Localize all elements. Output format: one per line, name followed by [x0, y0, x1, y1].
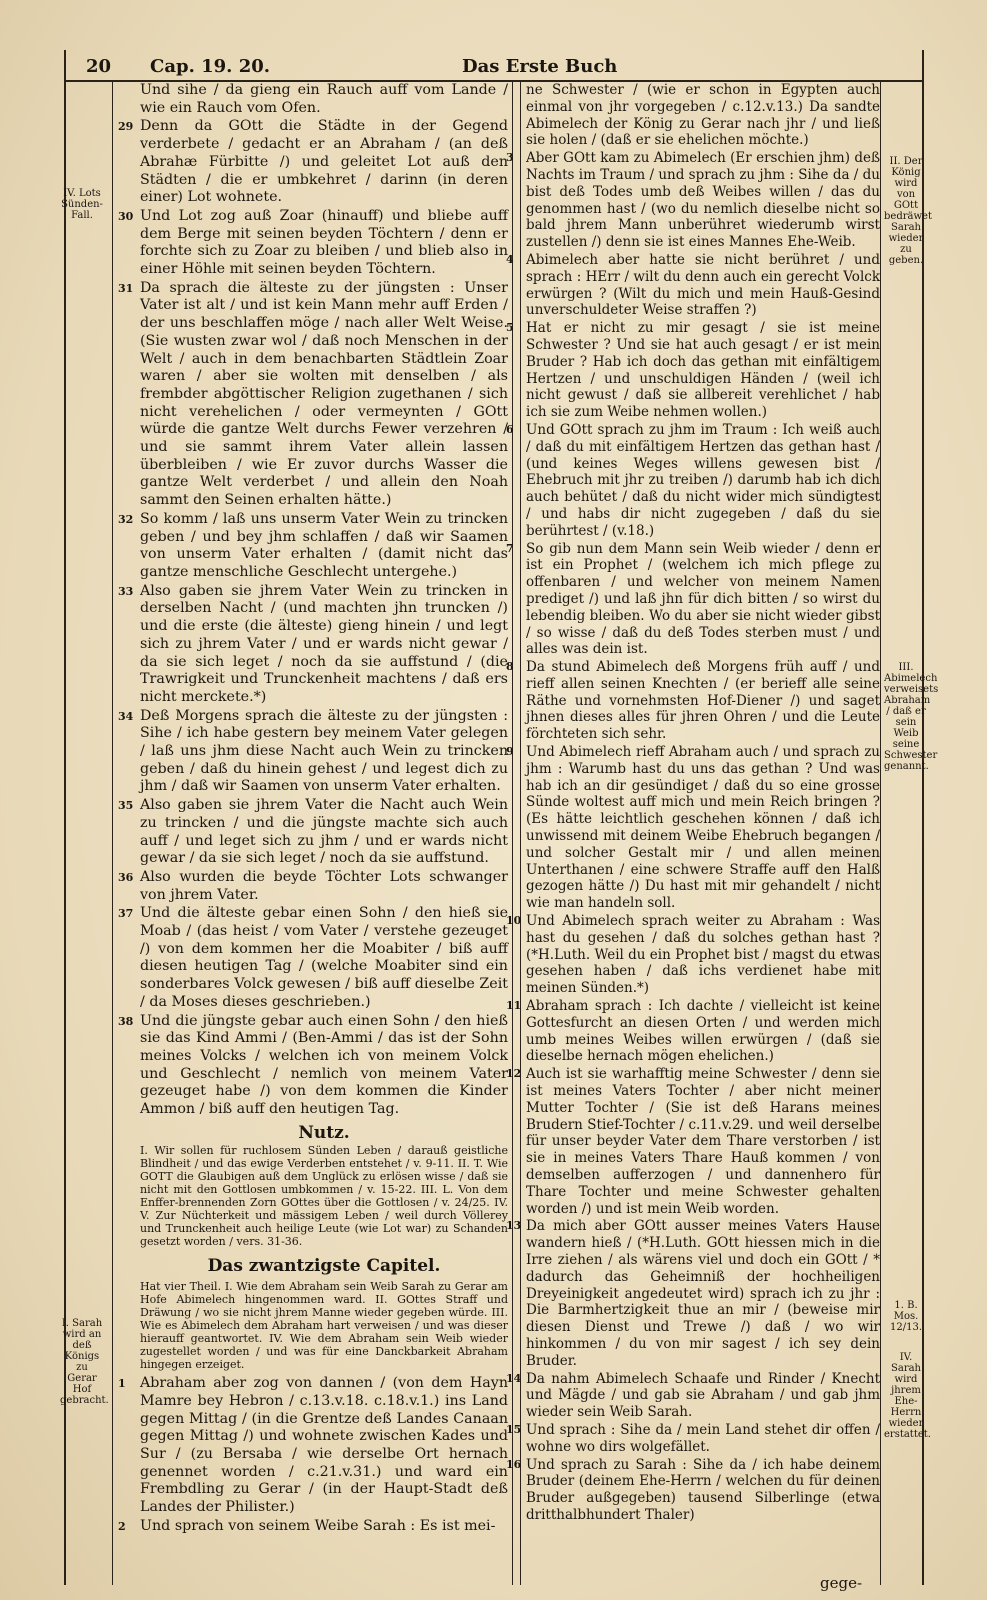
verse-paragraph: 14 Da nahm Abimelech Schaafe und Rinder / Knecht und Mägde / und gab sie Abraham / und gab jhm wieder sein Weib Sarah. — [506, 1370, 880, 1421]
verse-paragraph: 4 Abimelech aber hatte sie nicht berühret / und sprach : HErr / wilt du denn auch ein gerecht Volck erwürgen ? (Wilt du mich und mein Hauß-Gesind unverschuldeter Weise straffen ?) — [506, 251, 880, 319]
catchword: gege- — [820, 1574, 863, 1592]
verse-paragraph: 32 So komm / laß uns unserm Vater Wein zu trincken geben / und bey jhm schlaffen / daß wir Saamen von unserm Vater erhalten / (damit nicht das gantze menschliche Geschlecht untergehe.) — [118, 510, 508, 580]
book-title: Das Erste Buch — [462, 56, 618, 77]
verse-paragraph: 8 Da stund Abimelech deß Morgens früh auff / und rieff allen seinen Knechten / (er berieff alle seine Räthe und vornehmsten Hof-Diener /) und saget jhnen dieses alles für jhren Ohren / und die Leute förchteten sich sehr. — [506, 659, 880, 743]
column-rule-right — [520, 80, 521, 1585]
verse-paragraph: 7 So gib nun dem Mann sein Weib wieder / denn er ist ein Prophet / (welchem ich mich pflege zu offenbaren / und welcher von meinem Namen prediget /) und laß jhn für dich bitten / so wirst du lebendig bleiben. Wo du aber sie nicht wieder gibst / so wisse / daß du deß Todes sterben must / und alles was dein ist. — [506, 540, 880, 658]
inner-rule-right — [880, 80, 881, 1585]
verse-paragraph: 11 Abraham sprach : Ich dachte / vielleicht ist keine Gottesfurcht an diesen Orten / und werden mich umb meines Weibes willen erwürgen / (daß sie dieselbe hernach mögen ehelichen.) — [506, 998, 880, 1065]
margin-note-sarah-court: I. Sarah wird an deß Königs zu Gerar Hof gebracht. — [60, 1318, 109, 1406]
verse-paragraph: 30 Und Lot zog auß Zoar (hinauff) und bliebe auff dem Berge mit seinen beyden Töchtern / denn er forchte sich zu Zoar zu bleiben / und blieb also in einer Höhle mit seinen beyden Töchtern. — [118, 207, 508, 278]
nutz-heading: Nutz. — [298, 1122, 350, 1143]
margin-note-sarah-returned: IV. Sarah wird jhrem Ehe-Herrn wieder erstattet. — [884, 1352, 931, 1440]
verse-paragraph: 10 Und Abimelech sprach weiter zu Abraham : Was hast du gesehen / daß du solches gethan hast ? (*H.Luth. Weil du ein Prophet bist / magst du etwas gesehen haben / daß ichs verdienet habe mit meinen Sünden.*) — [506, 913, 880, 997]
verse-paragraph: 31 Da sprach die älteste zu der jüngsten : Unser Vater ist alt / und ist kein Mann mehr auff Erden / der uns beschlaffen möge / nach aller Welt Weise. (Sie wusten zwar wol / daß noch Menschen in der Welt / auch in dem benachbarten Städtlein Zoar waren / aber sie wolten mit denselben / als frembder abgöttischer Religion zugethanen / sich nicht verehelichen / oder vermeynten / GOtt würde die gantze Welt durchs Fewer verzehren / und sie sammt ihrem Vater allein lassen überbleiben / wie Er zuvor durchs Wasser die gantze Welt verderbet / und allein den Noah sammt den Seinen erhalten hätte.) — [118, 279, 508, 509]
column-rule-left — [512, 80, 513, 1585]
margin-note-lot: IV. Lots Sünden-Fall. — [61, 188, 103, 221]
margin-note-cross-reference: 1. B. Mos. 12/13. — [890, 1300, 922, 1333]
verse-paragraph: 38 Und die jüngste gebar auch einen Sohn / den hieß sie das Kind Ammi / (Ben-Ammi / das ist der Sohn meines Volcks / welchen ich von meinem Volck und Geschlecht / nemlich von meinem Vater gezeuget habe /) von dem kommen die Kinder Ammon / biß auff den heutigen Tag. — [118, 1012, 508, 1118]
verse-paragraph: Und sihe / da gieng ein Rauch auff vom Lande / wie ein Rauch vom Ofen. — [140, 82, 508, 116]
margin-note-abimelech-rebuke: III. Abimelech verweisets Abraham / daß er sein Weib seine Schwester genannt. — [884, 662, 939, 772]
left-column — [118, 82, 508, 1537]
verse-paragraph: 1 Abraham aber zog von dannen / (von dem Hayn Mamre bey Hebron / c.13.v.18. c.18.v.1.) ins Land gegen Mittag / (in die Grentze deß Landes Canaan gegen Mittag /) und wohnete zwischen Kades und Sur / (zu Bersaba / wie derselbe Ort hernach genennet worden / c.21.v.31.) und ward ein Frembdling zu Gerar / (in der Haupt-Stadt deß Landes der Philister.) — [118, 1375, 508, 1516]
verse-paragraph: 34 Deß Morgens sprach die älteste zu der jüngsten : Sihe / ich habe gestern bey meinem Vater gelegen / laß uns jhm diese Nacht auch Wein zu trincken geben / daß du hinein gehest / und legest dich zu jhm / daß wir Saamen von unserm Vater erhalten. — [118, 707, 508, 795]
chapter-summary: Hat vier Theil. I. Wie dem Abraham sein Weib Sarah zu Gerar am Hofe Abimelech hingenommen ward. II. GOttes Straff und Dräwung / wo sie nicht jhrem Manne wieder gegeben würde. III. Wie es Abimelech dem Abraham hart verweisen / und was dieser hierauff geantwortet. IV. Wie dem Abraham sein Weib wieder zugestellet worden / und was für eine Danckbarkeit Abraham hingegen erzeiget. — [140, 1280, 508, 1372]
verse-paragraph: 3 Aber GOtt kam zu Abimelech (Er erschien jhm) deß Nachts im Traum / und sprach zu jhm : Sihe da / du bist deß Todes umb deß Weibes willen / das du genommen hast / (wo du nemlich dieselbe nicht so bald jhrem Mann unberühret wiederumb wirst zustellen /) denn sie ist eines Mannes Ehe-Weib. — [506, 150, 880, 251]
chapter-heading: Das zwantzigste Capitel. — [207, 1256, 441, 1277]
inner-rule-left — [112, 80, 113, 1585]
verse-paragraph: 6 Und GOtt sprach zu jhm im Traum : Ich weiß auch / daß du mit einfältigem Hertzen das gethan hast / (und keines Weges willens gewesen bist / Ehebruch mit jhr zu treiben /) darumb hab ich dich auch behütet / daß du nicht wider mich sündigtest / und habs dir nicht zugegeben / daß du sie berührtest / (v.18.) — [506, 421, 880, 539]
right-column — [506, 82, 880, 1525]
verse-paragraph: 2 Und sprach von seinem Weibe Sarah : Es ist mei- — [118, 1517, 496, 1534]
verse-paragraph: 15 Und sprach : Sihe da / mein Land stehet dir offen / wohne wo dirs wolgefället. — [506, 1421, 880, 1455]
chapter-reference: Cap. 19. 20. — [150, 56, 271, 77]
margin-note-king-threatened: II. Der König wird von GOtt bedräwet Sarah wieder zu geben. — [884, 156, 932, 266]
verse-paragraph: 13 Da mich aber GOtt ausser meines Vaters Hause wandern hieß / (*H.Luth. GOtt hiessen mich in die Irre ziehen / als wärens viel und doch ein GOtt / * dadurch das Geheimniß der hochheiligen Dreyeinigkeit angedeutet wird) sprach ich zu jhr : Die Barmhertzigkeit thue an mir / (beweise mir diesen Dienst und Trewe /) daß / wo wir hinkommen / du von mir sagest / ich sey dein Bruder. — [506, 1218, 880, 1369]
verse-paragraph: 35 Also gaben sie jhrem Vater die Nacht auch Wein zu trincken / und die jüngste machte sich auch auff / und leget sich zu jhm / und er wards nicht gewar / da sie sich leget / noch da sie auffstund. — [118, 797, 508, 867]
verse-paragraph: 9 Und Abimelech rieff Abraham auch / und sprach zu jhm : Warumb hast du uns das gethan ? Und was hab ich an dir gesündiget / daß du so eine grosse Sünde woltest auff mich und mein Reich bringen ? (Es hätte leichtlich geschehen können / daß ich unwissend mit deinem Weibe Ehebruch begangen / und solcher Gestalt mir / und allen meinen Unterthanen / eine schwere Straffe auff den Halß gezogen hätte /) Du hast mit mir gehandelt / nicht wie man handeln soll. — [506, 744, 880, 912]
verse-paragraph: 37 Und die älteste gebar einen Sohn / den hieß sie Moab / (das heist / vom Vater / verstehe gezeuget /) von dem kommen her die Moabiter / biß auff diesen heutigen Tag / (welche Moabiter sind ein sonderbares Volck gewesen / biß auff dieselbe Zeit / da Moses dieses geschrieben.) — [118, 905, 508, 1010]
verse-paragraph: ne Schwester / (wie er schon in Egypten auch einmal von jhr vorgegeben / c.12.v.13.) Da sandte Abimelech der König zu Gerar nach jhr / und ließ sie holen / (daß er sie ehelichen möchte.) — [526, 82, 880, 149]
verse-paragraph: 12 Auch ist sie warhafftig meine Schwester / denn sie ist meines Vaters Tochter / aber nicht meiner Mutter Tochter / (Sie ist deß Harans meines Brudern Stief-Tochter / c.11.v.29. und weil derselbe für unser beyder Vater dem Thare verstorben / ist sie in meines Vaters Thare Hauß kommen / von demselben aufferzogen / und dannenhero für Thare Tochter und meine Schwester gehalten worden /) und ist mein Weib worden. — [506, 1066, 880, 1217]
nutz-text: I. Wir sollen für ruchlosem Sünden Leben / darauß geistliche Blindheit / und das ewige Verderben entstehet / v. 9-11. II. T. Wie GOTT die Glaubigen auß dem Unglück zu erlösen wisse / daß sie nicht mit den Gottlosen umbkommen / v. 15-22. III. L. Von dem Enffer-brennenden Zorn GOttes über die Gottlosen / v. 24/25. IV. V. Zur Nüchterkeit und mässigem Leben / weil durch Völlerey und Trunckenheit auch heilige Leute (wie Lot war) zu Schanden gesetzt worden / vers. 31-36. — [140, 1144, 508, 1249]
page-number: 20 — [86, 56, 112, 77]
verse-paragraph: 16 Und sprach zu Sarah : Sihe da / ich habe deinem Bruder (deinem Ehe-Herrn / welchen du für deinen Bruder außgegeben) tausend Silberlinge (etwa dritthalbhundert Thaler) — [506, 1456, 880, 1523]
verse-paragraph: 29 Denn da GOtt die Städte in der Gegend verderbete / gedacht er an Abraham / (an deß Abrahæ Fürbitte /) und geleitet Lot auß den Städten / die er umbkehret / darinn (in deren einer) Lot wohnete. — [118, 118, 508, 206]
verse-paragraph: 33 Also gaben sie jhrem Vater Wein zu trincken in derselben Nacht / (und machten jhn truncken /) und die erste (die älteste) gieng hinein / und legt sich zu jhrem Vater / und er wards nicht gewar / da sie sich leget / noch da sie auffstund / (die Trawrigkeit und Trunckenheit machtens / daß ers nicht merckete.*) — [118, 582, 508, 705]
verse-paragraph: 36 Also wurden die beyde Töchter Lots schwanger von jhrem Vater. — [118, 868, 508, 903]
verse-paragraph: 5 Hat er nicht zu mir gesagt / sie ist meine Schwester ? Und sie hat auch gesagt / er ist mein Bruder ? Hab ich doch das gethan mit einfältigem Hertzen / und unschuldigen Händen / (weil ich nicht gewust / daß sie allbereit verehlichet / hab ich sie zum Weibe nehmen wollen.) — [506, 320, 880, 421]
